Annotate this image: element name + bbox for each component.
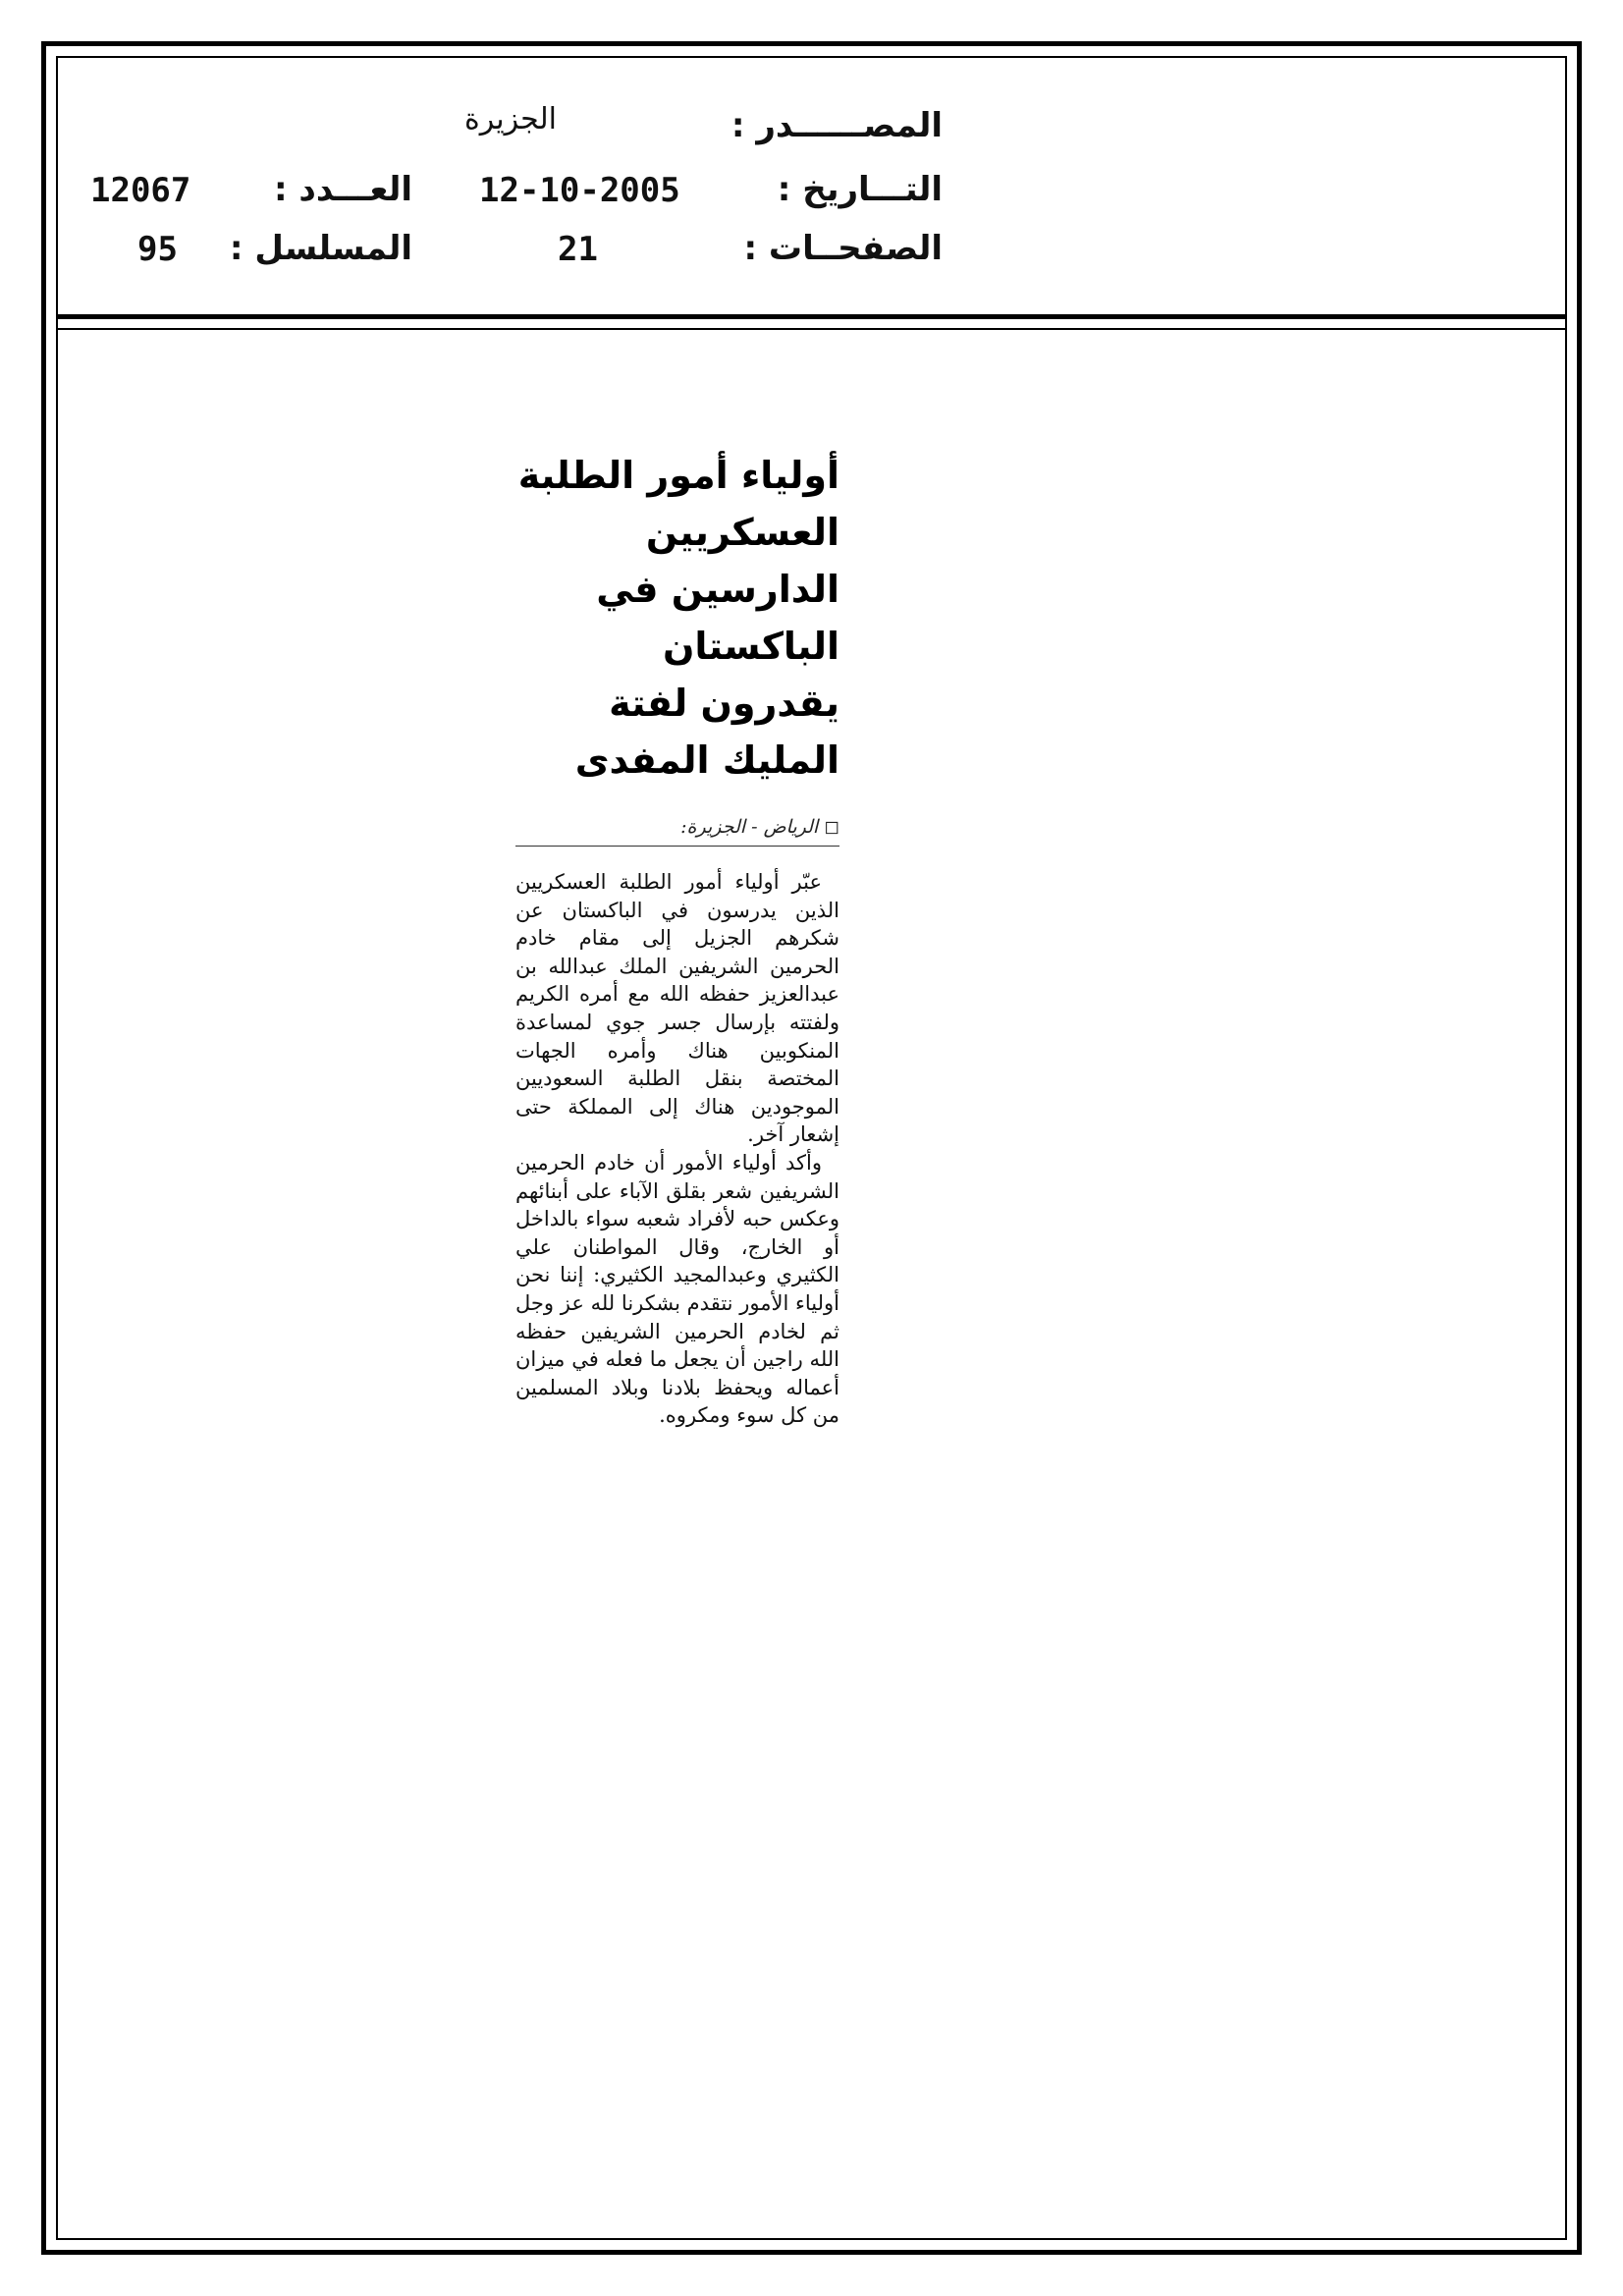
serial-label: المسلسل :	[229, 229, 412, 268]
news-clipping	[515, 447, 839, 1430]
article-body	[515, 868, 839, 1430]
issue-label: العـــدد :	[274, 170, 412, 209]
article-paragraph: وأكد أولياء الأمور أن خادم الحرمين الشريفين شعر بقلق الآباء على أبنائهم وعكس حبه لأفراد شعبه سواء بالداخل أو الخارج، وقال المواطنان علي الكثيري وعبدالمجيد الكثيري: إننا نحن أولياء الأمور نتقدم بشكرنا لله عز وجل ثم لخادم الحرمين الشريفين حفظه الله راجين أن يجعل ما فعله في ميزان أعماله ويحفظ بلادنا وبلاد المسلمين من كل سوء ومكروه.	[515, 1150, 839, 1428]
serial-value: 95	[137, 230, 178, 269]
article-headline	[515, 447, 839, 789]
date-value: 12-10-2005	[479, 171, 680, 210]
article-byline: ◻ الرياض - الجزيرة:	[515, 816, 839, 847]
pages-label: الصفحــات :	[743, 229, 943, 268]
source-value: الجزيرة	[463, 102, 557, 137]
source-label: المصــــــدر :	[730, 106, 943, 145]
headline-line: الدارسين في الباكستان	[596, 568, 839, 668]
article-paragraph: عبّر أولياء أمور الطلبة العسكريين الذين يدرسون في الباكستان عن شكرهم الجزيل إلى مقام خادم الحرمين الشريفين الملك عبدالله بن عبدالعزيز حفظه الله مع أمره الكريم ولفتته بإرسال جسر جوي لمساعدة المنكوبين هناك وأمره الجهات المختصة بنقل الطلبة السعوديين الموجودين هناك إلى المملكة حتى إشعار آخر.	[515, 870, 839, 1147]
pages-value: 21	[558, 230, 598, 269]
date-label: التـــاريخ :	[777, 170, 943, 209]
headline-line: أولياء أمور الطلبة العسكريين	[517, 454, 839, 554]
header-divider-thick	[56, 314, 1567, 319]
header-divider-thin	[56, 328, 1567, 330]
headline-line: يقدرون لفتة المليك المفدى	[574, 682, 839, 782]
issue-value: 12067	[90, 171, 191, 210]
